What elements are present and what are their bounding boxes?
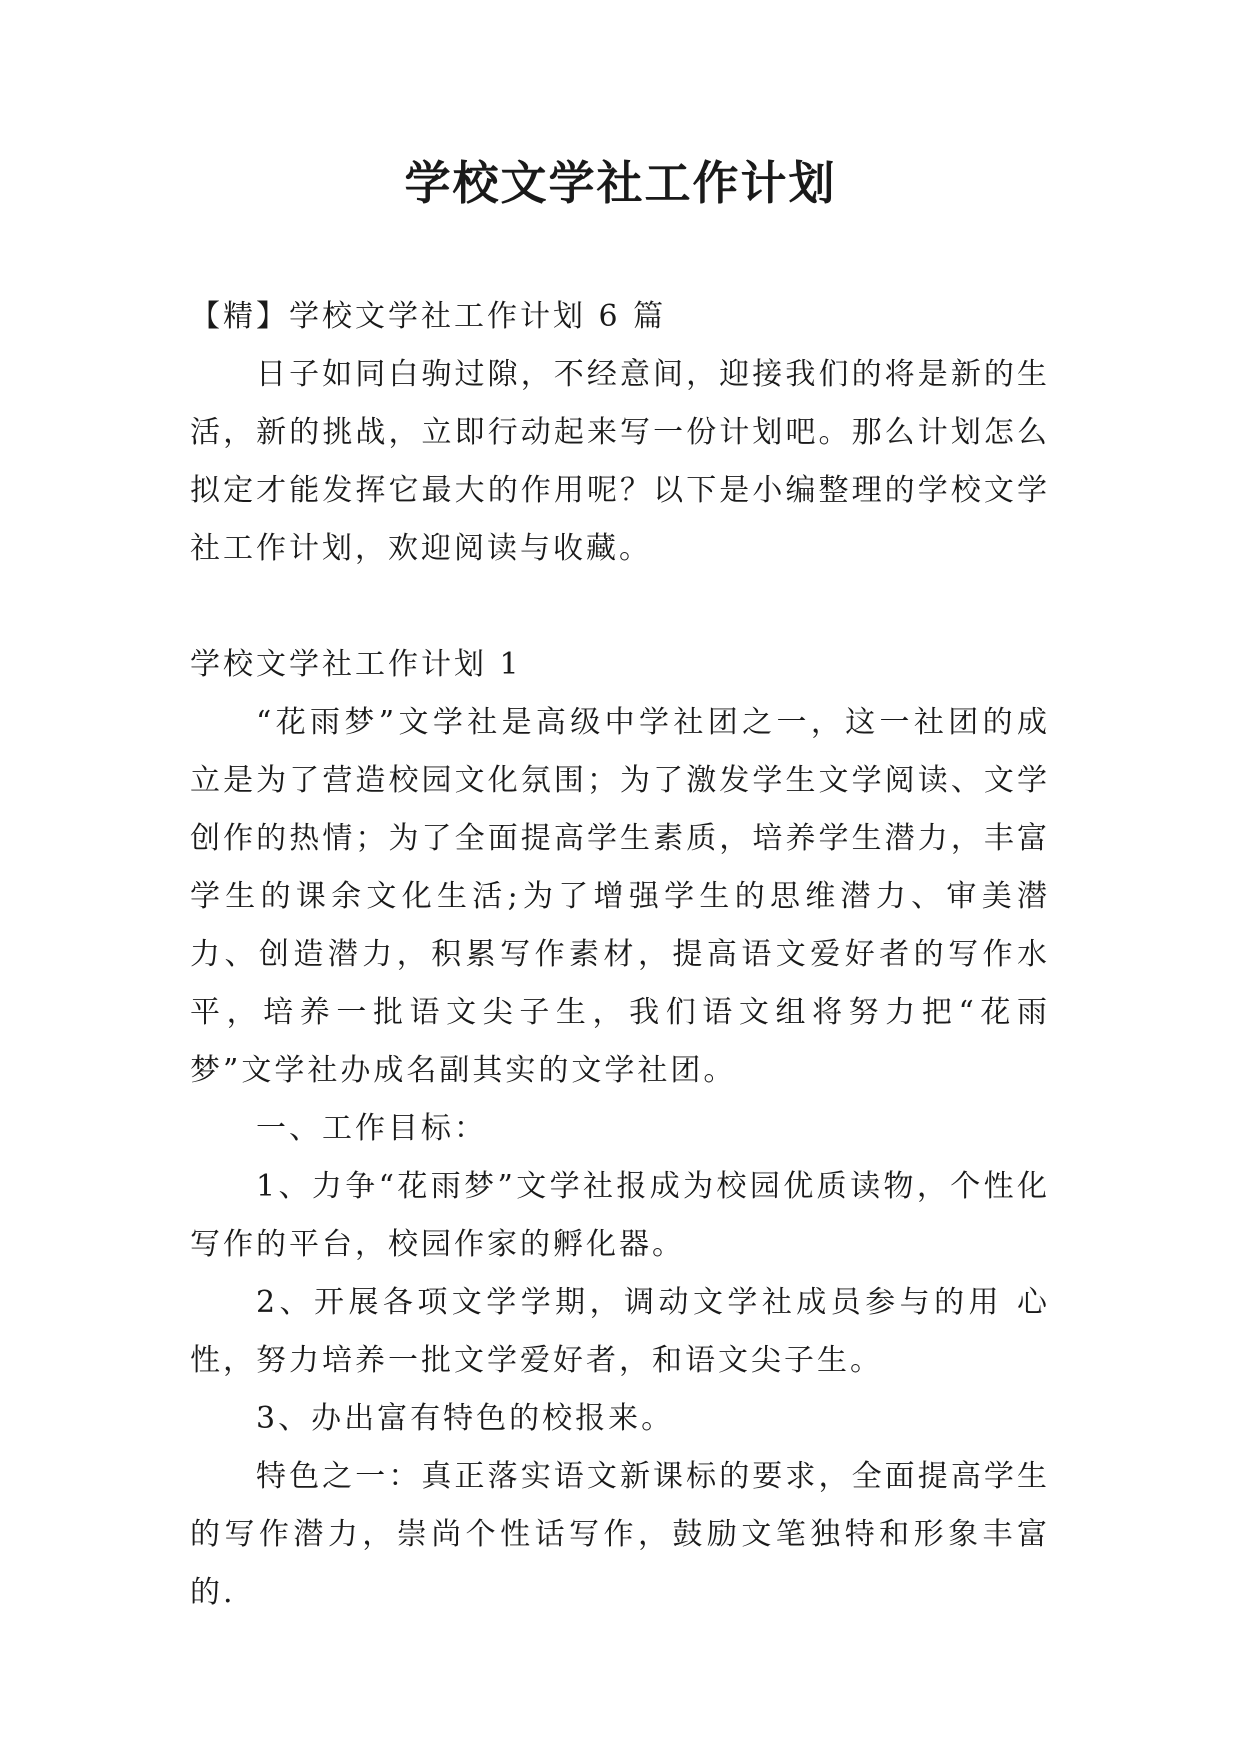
document-title: 学校文学社工作计划 xyxy=(404,156,837,210)
document-subtitle: 【精】学校文学社工作计划 6 篇 xyxy=(190,299,667,334)
paragraph-spacer xyxy=(190,578,1050,636)
goals-heading: 一、工作目标： xyxy=(256,1111,487,1146)
document-body xyxy=(190,288,1050,1622)
section-paragraph: “花雨梦”文学社是高级中学社团之一，这一社团的成立是为了营造校园文化氛围；为了激发学生文学阅读、文学创作的热情；为了全面提高学生素质，培养学生潜力，丰富学生的课余文化生活;为了增强学生的思维潜力、审美潜力、创造潜力，积累写作素材，提高语文爱好者的写作水平，培养一批语文尖子生，我们语文组将努力把“花雨梦”文学社办成名副其实的文学社团。 xyxy=(190,705,1050,1088)
intro-paragraph: 日子如同白驹过隙，不经意间，迎接我们的将是新的生活，新的挑战，立即行动起来写一份计划吧。那么计划怎么拟定才能发挥它最大的作用呢？以下是小编整理的学校文学社工作计划，欢迎阅读与收藏。 xyxy=(190,357,1050,566)
goal-item-1: 1、力争“花雨梦”文学社报成为校园优质读物，个性化写作的平台，校园作家的孵化器。 xyxy=(190,1169,1050,1262)
feature-paragraph: 特色之一：真正落实语文新课标的要求，全面提高学生的写作潜力，崇尚个性话写作，鼓励文笔独特和形象丰富的. xyxy=(190,1459,1050,1610)
goal-item-3: 3、办出富有特色的校报来。 xyxy=(256,1401,675,1436)
section-heading: 学校文学社工作计划 1 xyxy=(190,647,522,682)
goal-item-2: 2、开展各项文学学期，调动文学社成员参与的用 心性，努力培养一批文学爱好者，和语文尖子生。 xyxy=(190,1285,1050,1378)
